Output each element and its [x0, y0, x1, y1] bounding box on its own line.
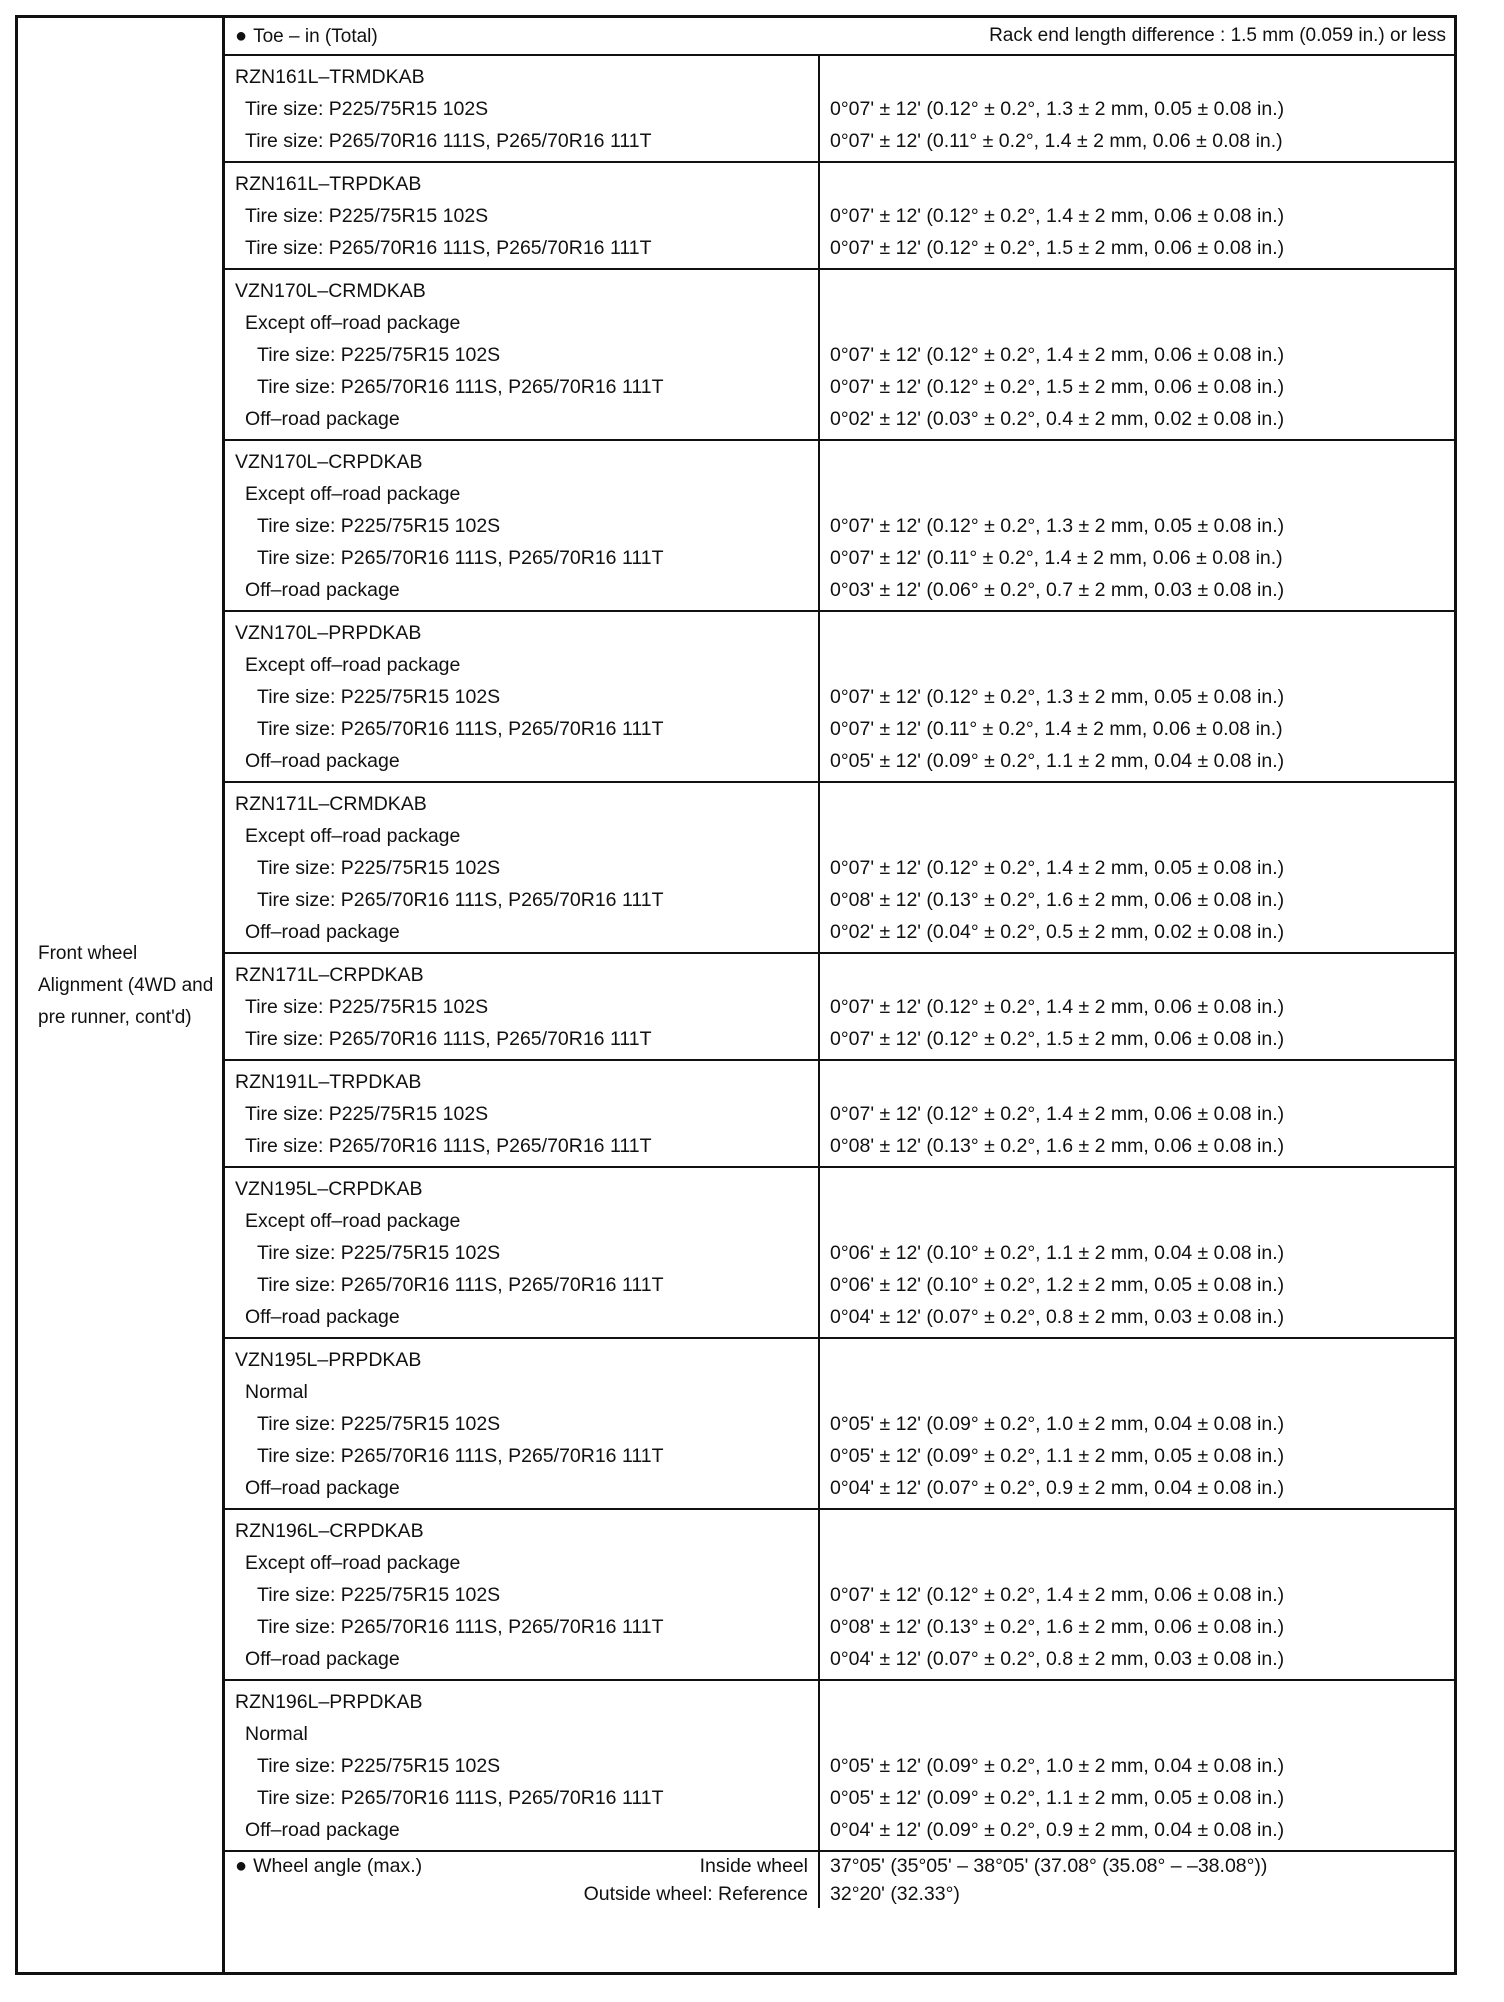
spec-condition-label: Tire size: P225/75R15 102S: [257, 857, 501, 879]
toe-in-value: 0°07' ± 12' (0.12° ± 0.2°, 1.4 ± 2 mm, 0.06 ± 0.08 in.): [830, 996, 1285, 1018]
blank-value: [830, 788, 1446, 820]
model-group-labels: [225, 270, 820, 439]
model-group-row: [225, 1339, 1454, 1510]
spec-condition-label: Tire size: P265/70R16 111S, P265/70R16 111T: [257, 718, 664, 740]
model-group-values: [820, 1339, 1454, 1508]
model-group-values: [820, 783, 1454, 952]
spec-condition-label: Tire size: P265/70R16 111S, P265/70R16 111T: [257, 1787, 664, 1809]
model-code: VZN170L–CRMDKAB: [235, 280, 426, 302]
model-group-labels: [225, 1339, 820, 1508]
wheel-angle-title: Wheel angle (max.): [253, 1855, 423, 1877]
section-label: Front wheel Alignment (4WD and pre runner, cont'd): [38, 943, 214, 1028]
model-group-row: [225, 954, 1454, 1061]
spec-condition-label: Tire size: P265/70R16 111S, P265/70R16 111T: [245, 1028, 652, 1050]
toe-in-value: 0°03' ± 12' (0.06° ± 0.2°, 0.7 ± 2 mm, 0.03 ± 0.08 in.): [830, 579, 1285, 601]
wheel-angle-line-1: [235, 1852, 808, 1880]
model-group-values: [820, 612, 1454, 781]
spec-condition-label: Off–road package: [245, 1477, 400, 1499]
model-code: VZN170L–PRPDKAB: [235, 622, 422, 644]
toe-in-value: 0°07' ± 12' (0.12° ± 0.2°, 1.4 ± 2 mm, 0.06 ± 0.08 in.): [830, 205, 1285, 227]
toe-in-value: 0°02' ± 12' (0.03° ± 0.2°, 0.4 ± 2 mm, 0.02 ± 0.08 in.): [830, 408, 1285, 430]
blank-value: [830, 275, 1446, 307]
toe-in-value: 0°04' ± 12' (0.09° ± 0.2°, 0.9 ± 2 mm, 0.04 ± 0.08 in.): [830, 1819, 1285, 1841]
model-group-row: [225, 1681, 1454, 1852]
model-group-labels: [225, 1681, 820, 1850]
toe-in-value: 0°05' ± 12' (0.09° ± 0.2°, 1.0 ± 2 mm, 0.04 ± 0.08 in.): [830, 1755, 1285, 1777]
toe-in-value: 0°07' ± 12' (0.11° ± 0.2°, 1.4 ± 2 mm, 0.06 ± 0.08 in.): [830, 130, 1283, 152]
spec-condition-label: Except off–road package: [245, 312, 461, 334]
spec-condition-label: Off–road package: [245, 750, 400, 772]
wheel-angle-row: [225, 1852, 1454, 1908]
model-code: RZN171L–CRMDKAB: [235, 793, 427, 815]
model-group-labels: [225, 441, 820, 610]
toe-in-value: 0°05' ± 12' (0.09° ± 0.2°, 1.1 ± 2 mm, 0.05 ± 0.08 in.): [830, 1445, 1285, 1467]
spec-condition-label: Tire size: P265/70R16 111S, P265/70R16 111T: [257, 889, 664, 911]
spec-condition-label: Tire size: P265/70R16 111S, P265/70R16 111T: [245, 130, 652, 152]
toe-in-value: 0°05' ± 12' (0.09° ± 0.2°, 1.1 ± 2 mm, 0.05 ± 0.08 in.): [830, 1787, 1285, 1809]
toe-in-value: 0°05' ± 12' (0.09° ± 0.2°, 1.0 ± 2 mm, 0.04 ± 0.08 in.): [830, 1413, 1285, 1435]
spec-condition-label: Tire size: P225/75R15 102S: [257, 686, 501, 708]
model-group-values: [820, 441, 1454, 610]
toe-in-value: 0°07' ± 12' (0.12° ± 0.2°, 1.4 ± 2 mm, 0.06 ± 0.08 in.): [830, 344, 1285, 366]
spec-condition-label: Except off–road package: [245, 825, 461, 847]
blank-value: [830, 959, 1446, 991]
toe-in-value: 0°07' ± 12' (0.12° ± 0.2°, 1.5 ± 2 mm, 0.06 ± 0.08 in.): [830, 237, 1285, 259]
model-group-labels: [225, 954, 820, 1059]
toe-in-value: 0°07' ± 12' (0.12° ± 0.2°, 1.5 ± 2 mm, 0.06 ± 0.08 in.): [830, 376, 1285, 398]
toe-in-value: 0°08' ± 12' (0.13° ± 0.2°, 1.6 ± 2 mm, 0.06 ± 0.08 in.): [830, 1616, 1285, 1638]
model-code: RZN161L–TRPDKAB: [235, 173, 422, 195]
spec-content: [225, 18, 1454, 1972]
model-code: RZN196L–PRPDKAB: [235, 1691, 423, 1713]
model-group-labels: [225, 612, 820, 781]
model-group-row: [225, 1168, 1454, 1339]
blank-value: [830, 168, 1446, 200]
toe-in-value: 0°05' ± 12' (0.09° ± 0.2°, 1.1 ± 2 mm, 0.04 ± 0.08 in.): [830, 750, 1285, 772]
bullet-icon: ●: [235, 1855, 248, 1877]
spec-condition-label: Tire size: P225/75R15 102S: [245, 98, 489, 120]
spec-condition-label: Tire size: P265/70R16 111S, P265/70R16 111T: [257, 547, 664, 569]
spec-condition-label: Tire size: P265/70R16 111S, P265/70R16 111T: [257, 1274, 664, 1296]
model-group-row: [225, 163, 1454, 270]
spec-condition-label: Normal: [245, 1381, 308, 1403]
toe-in-value: 0°06' ± 12' (0.10° ± 0.2°, 1.2 ± 2 mm, 0.05 ± 0.08 in.): [830, 1274, 1285, 1296]
model-group-values: [820, 1061, 1454, 1166]
spec-condition-label: Off–road package: [245, 1819, 400, 1841]
model-group-labels: [225, 1510, 820, 1679]
spec-condition-label: Except off–road package: [245, 654, 461, 676]
model-code: VZN195L–CRPDKAB: [235, 1178, 423, 1200]
toe-in-value: 0°07' ± 12' (0.12° ± 0.2°, 1.4 ± 2 mm, 0.06 ± 0.08 in.): [830, 1584, 1285, 1606]
spec-condition-label: Tire size: P225/75R15 102S: [245, 996, 489, 1018]
toe-in-value: 0°07' ± 12' (0.12° ± 0.2°, 1.4 ± 2 mm, 0.05 ± 0.08 in.): [830, 857, 1285, 879]
toe-in-value: 0°07' ± 12' (0.12° ± 0.2°, 1.5 ± 2 mm, 0.06 ± 0.08 in.): [830, 1028, 1285, 1050]
spec-condition-label: Tire size: P225/75R15 102S: [257, 1755, 501, 1777]
toe-in-value: [830, 1718, 1446, 1750]
model-group-row: [225, 270, 1454, 441]
model-group-row: [225, 783, 1454, 954]
model-code: RZN171L–CRPDKAB: [235, 964, 424, 986]
model-group-row: [225, 1510, 1454, 1681]
toe-in-header: [225, 18, 1454, 56]
toe-in-value: 0°07' ± 12' (0.11° ± 0.2°, 1.4 ± 2 mm, 0.06 ± 0.08 in.): [830, 547, 1283, 569]
spec-condition-label: Tire size: P225/75R15 102S: [257, 1584, 501, 1606]
model-code: RZN191L–TRPDKAB: [235, 1071, 422, 1093]
model-group-labels: [225, 1168, 820, 1337]
blank-value: [830, 1686, 1446, 1718]
model-group-labels: [225, 56, 820, 161]
toe-in-value: [830, 478, 1446, 510]
model-group-row: [225, 612, 1454, 783]
spec-condition-label: Tire size: P225/75R15 102S: [257, 1413, 501, 1435]
spec-condition-label: Off–road package: [245, 408, 400, 430]
model-code: VZN170L–CRPDKAB: [235, 451, 423, 473]
toe-in-value: [830, 1205, 1446, 1237]
model-group-labels: [225, 783, 820, 952]
toe-in-value: [830, 307, 1446, 339]
spec-condition-label: Tire size: P265/70R16 111S, P265/70R16 111T: [245, 237, 652, 259]
model-group-values: [820, 270, 1454, 439]
blank-value: [830, 1515, 1446, 1547]
spec-condition-label: Off–road package: [245, 1306, 400, 1328]
toe-in-value: 0°07' ± 12' (0.12° ± 0.2°, 1.3 ± 2 mm, 0.05 ± 0.08 in.): [830, 515, 1285, 537]
toe-in-value: [830, 1376, 1446, 1408]
spec-condition-label: Tire size: P225/75R15 102S: [257, 1242, 501, 1264]
model-group-labels: [225, 163, 820, 268]
model-group-values: [820, 954, 1454, 1059]
toe-in-value: 0°07' ± 12' (0.12° ± 0.2°, 1.3 ± 2 mm, 0.05 ± 0.08 in.): [830, 98, 1285, 120]
toe-in-value: [830, 1547, 1446, 1579]
inside-wheel-value: 37°05' (35°05' – 38°05' (37.08° (35.08° – –38.08°)): [830, 1855, 1268, 1877]
spec-condition-label: Tire size: P225/75R15 102S: [257, 344, 501, 366]
wheel-angle-values: [820, 1852, 1454, 1908]
toe-in-value: 0°07' ± 12' (0.12° ± 0.2°, 1.4 ± 2 mm, 0.06 ± 0.08 in.): [830, 1103, 1285, 1125]
bullet-icon: ●: [235, 24, 248, 47]
model-group-row: [225, 56, 1454, 163]
spec-condition-label: Tire size: P265/70R16 111S, P265/70R16 111T: [245, 1135, 652, 1157]
toe-in-value: 0°06' ± 12' (0.10° ± 0.2°, 1.1 ± 2 mm, 0.04 ± 0.08 in.): [830, 1242, 1285, 1264]
spec-condition-label: Tire size: P265/70R16 111S, P265/70R16 111T: [257, 376, 664, 398]
toe-in-title: Toe – in (Total): [253, 25, 378, 47]
toe-in-value: 0°04' ± 12' (0.07° ± 0.2°, 0.9 ± 2 mm, 0.04 ± 0.08 in.): [830, 1477, 1285, 1499]
toe-in-value: [830, 820, 1446, 852]
wheel-angle-line-2: [235, 1880, 808, 1908]
toe-in-value: 0°07' ± 12' (0.11° ± 0.2°, 1.4 ± 2 mm, 0.06 ± 0.08 in.): [830, 718, 1283, 740]
model-code: RZN161L–TRMDKAB: [235, 66, 425, 88]
blank-value: [830, 1066, 1446, 1098]
spec-condition-label: Off–road package: [245, 921, 400, 943]
rack-end-note: Rack end length difference : 1.5 mm (0.059 in.) or less: [989, 25, 1446, 46]
spec-condition-label: Except off–road package: [245, 1552, 461, 1574]
spec-condition-label: Tire size: P225/75R15 102S: [245, 205, 489, 227]
model-group-values: [820, 1510, 1454, 1679]
blank-value: [830, 617, 1446, 649]
blank-value: [830, 446, 1446, 478]
section-label-cell: [18, 18, 225, 1972]
toe-in-value: 0°08' ± 12' (0.13° ± 0.2°, 1.6 ± 2 mm, 0.06 ± 0.08 in.): [830, 1135, 1285, 1157]
toe-in-value: 0°02' ± 12' (0.04° ± 0.2°, 0.5 ± 2 mm, 0.02 ± 0.08 in.): [830, 921, 1285, 943]
toe-in-value: 0°04' ± 12' (0.07° ± 0.2°, 0.8 ± 2 mm, 0.03 ± 0.08 in.): [830, 1306, 1285, 1328]
blank-value: [830, 1173, 1446, 1205]
toe-in-value: 0°08' ± 12' (0.13° ± 0.2°, 1.6 ± 2 mm, 0.06 ± 0.08 in.): [830, 889, 1285, 911]
model-group-row: [225, 1061, 1454, 1168]
blank-value: [830, 1344, 1446, 1376]
model-code: RZN196L–CRPDKAB: [235, 1520, 424, 1542]
spec-condition-label: Off–road package: [245, 1648, 400, 1670]
blank-value: [830, 61, 1446, 93]
spec-condition-label: Tire size: P225/75R15 102S: [245, 1103, 489, 1125]
model-code: VZN195L–PRPDKAB: [235, 1349, 422, 1371]
inside-wheel-label: Inside wheel: [699, 1855, 808, 1877]
model-groups: [225, 56, 1454, 1852]
model-group-values: [820, 1681, 1454, 1850]
spec-condition-label: Tire size: P265/70R16 111S, P265/70R16 111T: [257, 1445, 664, 1467]
outside-wheel-value: 32°20' (32.33°): [830, 1883, 960, 1905]
outside-wheel-label: Outside wheel: Reference: [583, 1883, 808, 1905]
spec-condition-label: Normal: [245, 1723, 308, 1745]
wheel-angle-labels: [225, 1852, 820, 1908]
model-group-labels: [225, 1061, 820, 1166]
spec-condition-label: Off–road package: [245, 579, 400, 601]
spec-condition-label: Except off–road package: [245, 483, 461, 505]
spec-condition-label: Tire size: P225/75R15 102S: [257, 515, 501, 537]
spec-table: [15, 15, 1457, 1975]
toe-in-value: [830, 649, 1446, 681]
wheel-angle-title-wrap: [235, 1852, 422, 1880]
toe-in-value: 0°04' ± 12' (0.07° ± 0.2°, 0.8 ± 2 mm, 0.03 ± 0.08 in.): [830, 1648, 1285, 1670]
model-group-values: [820, 56, 1454, 161]
toe-in-title-wrap: [235, 25, 378, 48]
model-group-row: [225, 441, 1454, 612]
spec-condition-label: Except off–road package: [245, 1210, 461, 1232]
toe-in-value: 0°07' ± 12' (0.12° ± 0.2°, 1.3 ± 2 mm, 0.05 ± 0.08 in.): [830, 686, 1285, 708]
model-group-values: [820, 1168, 1454, 1337]
model-group-values: [820, 163, 1454, 268]
spec-condition-label: Tire size: P265/70R16 111S, P265/70R16 111T: [257, 1616, 664, 1638]
